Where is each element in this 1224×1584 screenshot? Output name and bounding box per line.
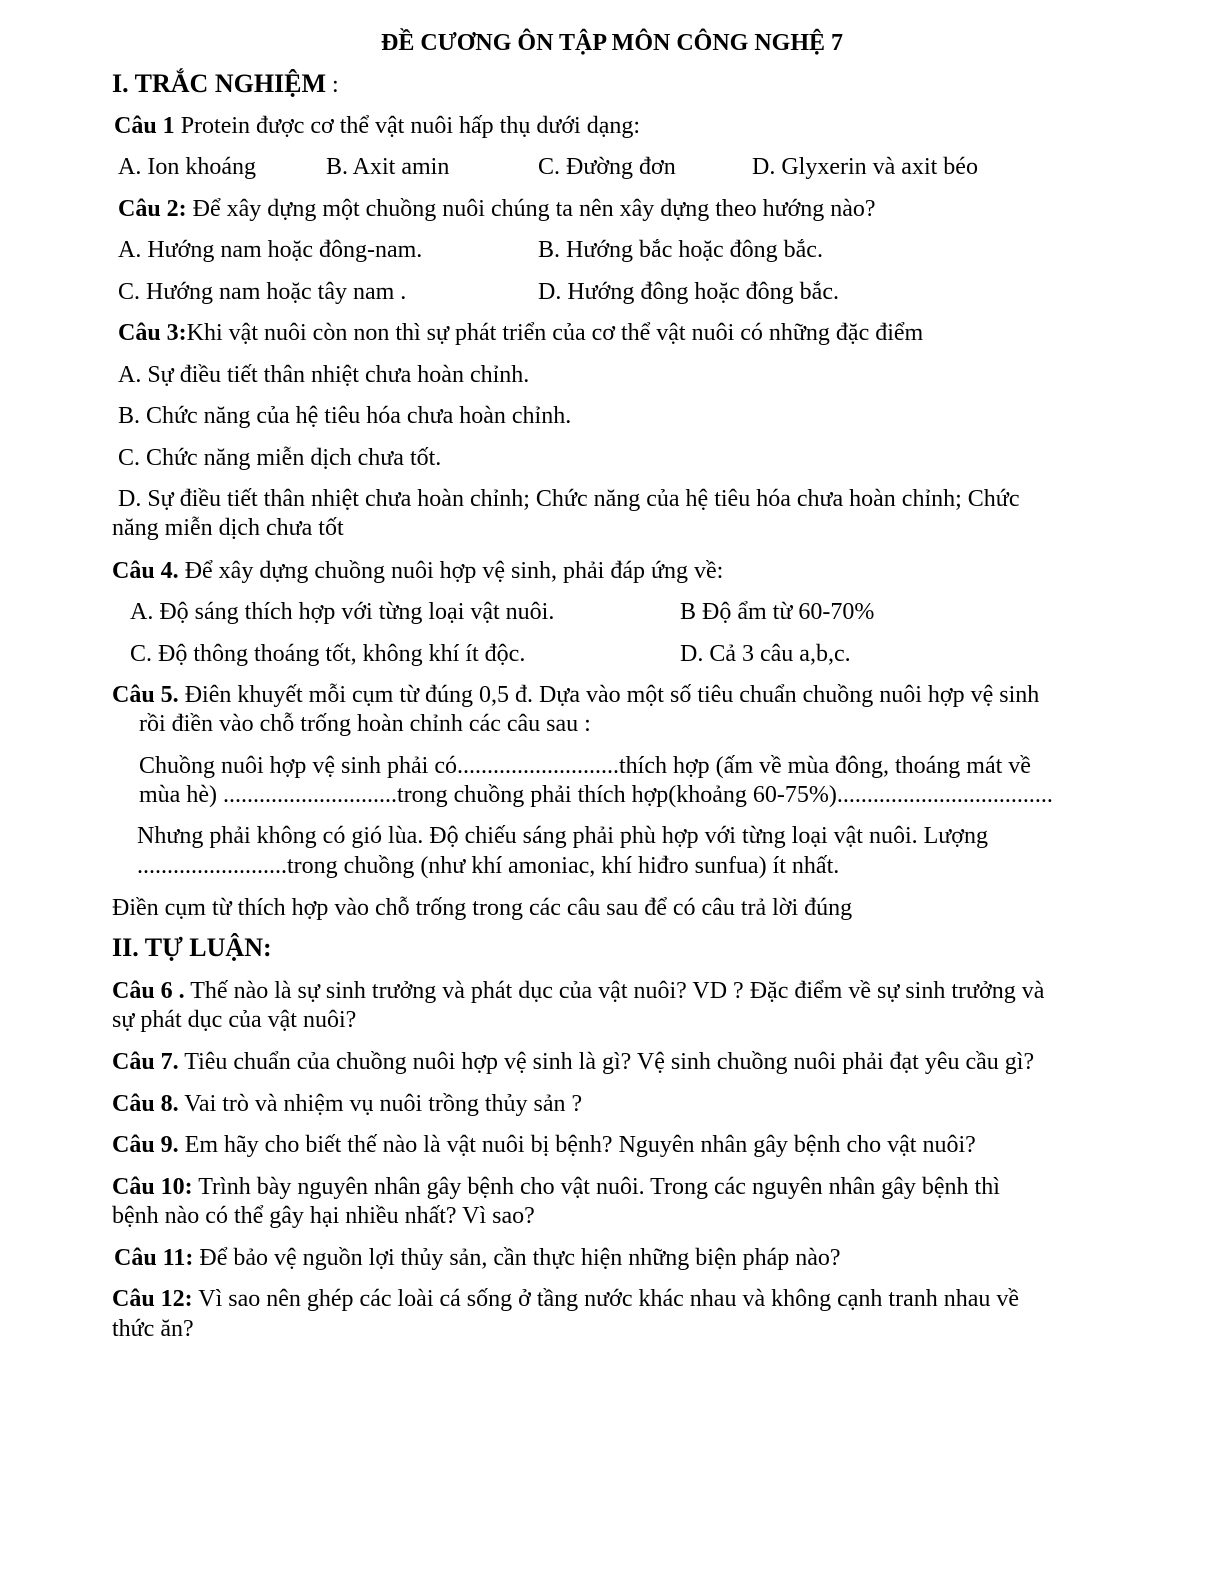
q3-option-d-line-2: năng miễn dịch chưa tốt (112, 515, 344, 541)
fill-in-instruction: Điền cụm từ thích hợp vào chỗ trống trong các câu sau để có câu trả lời đúng (112, 895, 853, 921)
q1-option-c: C. Đường đơn (538, 154, 676, 180)
question-label: Câu 8. (112, 1091, 179, 1117)
q3-option-b: B. Chức năng của hệ tiêu hóa chưa hoàn chỉnh. (118, 403, 572, 429)
question-text: Vai trò và nhiệm vụ nuôi trồng thủy sản ? (178, 1091, 583, 1117)
question-8 (112, 1090, 582, 1118)
q1-option-a: A. Ion khoáng (118, 154, 256, 180)
question-label: Câu 11: (114, 1245, 194, 1271)
question-text: Em hãy cho biết thế nào là vật nuôi bị bệnh? Nguyên nhân gây bệnh cho vật nuôi? (178, 1132, 976, 1158)
question-4 (112, 557, 723, 585)
question-11 (114, 1244, 841, 1272)
question-7 (112, 1048, 1034, 1076)
question-6-text-line-2: sự phát dục của vật nuôi? (112, 1007, 357, 1033)
question-9 (112, 1131, 976, 1159)
question-label: Câu 7. (112, 1049, 179, 1075)
q2-option-b: B. Hướng bắc hoặc đông bắc. (538, 237, 823, 263)
question-6 (112, 977, 1044, 1005)
question-text: Tiêu chuẩn của chuồng nuôi hợp vệ sinh là gì? Vệ sinh chuồng nuôi phải đạt yêu cầu gì? (178, 1049, 1035, 1075)
question-label: Câu 1 (114, 113, 175, 139)
question-text: Trình bày nguyên nhân gây bệnh cho vật nuôi. Trong các nguyên nhân gây bệnh thì (192, 1174, 1000, 1200)
question-text: Để bảo vệ nguồn lợi thủy sản, cần thực hiện những biện pháp nào? (193, 1245, 841, 1271)
question-label: Câu 10: (112, 1174, 193, 1200)
q2-option-a: A. Hướng nam hoặc đông-nam. (118, 237, 423, 263)
q3-option-a: A. Sự điều tiết thân nhiệt chưa hoàn chỉnh. (118, 362, 530, 388)
q3-option-c: C. Chức năng miễn dịch chưa tốt. (118, 445, 442, 471)
question-10-text-line-2: bệnh nào có thể gây hại nhiều nhất? Vì sao? (112, 1203, 535, 1229)
question-text: Để xây dựng chuồng nuôi hợp vệ sinh, phải đáp ứng về: (178, 558, 724, 584)
fill-in-paragraph-line-1: Chuồng nuôi hợp vệ sinh phải có...........................thích hợp (ấm về mùa đông, thoáng mát về (139, 753, 1031, 779)
document-title: ĐỀ CƯƠNG ÔN TẬP MÔN CÔNG NGHỆ 7 (380, 30, 843, 56)
q3-option-d-line-1: D. Sự điều tiết thân nhiệt chưa hoàn chỉnh; Chức năng của hệ tiêu hóa chưa hoàn chỉnh; Chức (118, 486, 1020, 512)
question-3 (118, 319, 923, 347)
q1-option-b: B. Axit amin (326, 154, 450, 180)
fill-in-paragraph-line-3: Nhưng phải không có gió lùa. Độ chiếu sáng phải phù hợp với từng loại vật nuôi. Lượng (137, 823, 988, 849)
fill-in-paragraph-line-4: .........................trong chuồng (như khí amoniac, khí hiđro sunfua) ít nhất. (137, 853, 840, 879)
question-1 (114, 112, 640, 140)
question-2 (118, 195, 876, 223)
q1-option-d: D. Glyxerin và axit béo (752, 154, 978, 180)
question-12 (112, 1285, 1019, 1313)
q4-option-b: B Độ ẩm từ 60-70% (680, 599, 875, 625)
q2-option-d: D. Hướng đông hoặc đông bắc. (538, 279, 839, 305)
question-text: Thế nào là sự sinh trưởng và phát dục của vật nuôi? VD ? Đặc điểm về sự sinh trưởng và (184, 978, 1045, 1004)
section-heading-suffix: : (326, 72, 339, 98)
question-12-text-line-2: thức ăn? (112, 1316, 194, 1342)
q2-option-c: C. Hướng nam hoặc tây nam . (118, 279, 407, 305)
question-label: Câu 4. (112, 558, 179, 584)
question-label: Câu 6 . (112, 978, 185, 1004)
question-label: Câu 5. (112, 682, 179, 708)
question-label: Câu 12: (112, 1286, 193, 1312)
question-text: Vì sao nên ghép các loài cá sống ở tầng nước khác nhau và không cạnh tranh nhau về (192, 1286, 1020, 1312)
question-label: Câu 9. (112, 1132, 179, 1158)
question-5-text-line-2: rồi điền vào chỗ trống hoàn chỉnh các câu sau : (139, 711, 591, 737)
question-5 (112, 681, 1039, 709)
question-text: Để xây dựng một chuồng nuôi chúng ta nên xây dựng theo hướng nào? (186, 196, 876, 222)
question-text: Điên khuyết mỗi cụm từ đúng 0,5 đ. Dựa vào một số tiêu chuẩn chuồng nuôi hợp vệ sinh (178, 682, 1040, 708)
q4-option-d: D. Cả 3 câu a,b,c. (680, 641, 851, 667)
section-heading-essay: II. TỰ LUẬN: (112, 933, 272, 962)
fill-in-paragraph-line-2: mùa hè) .............................trong chuồng phải thích hợp(khoảng 60-75%).................................... (139, 782, 1053, 808)
question-text: Khi vật nuôi còn non thì sự phát triển của cơ thể vật nuôi có những đặc điểm (186, 320, 924, 346)
section-heading-text: I. TRẮC NGHIỆM (112, 69, 327, 98)
section-heading-multiple-choice (112, 70, 339, 99)
q4-option-a: A. Độ sáng thích hợp với từng loại vật nuôi. (130, 599, 555, 625)
q4-option-c: C. Độ thông thoáng tốt, không khí ít độc. (130, 641, 526, 667)
question-10 (112, 1173, 1000, 1201)
question-text: Protein được cơ thể vật nuôi hấp thụ dưới dạng: (174, 113, 641, 139)
question-label: Câu 2: (118, 196, 187, 222)
question-label: Câu 3: (118, 320, 187, 346)
